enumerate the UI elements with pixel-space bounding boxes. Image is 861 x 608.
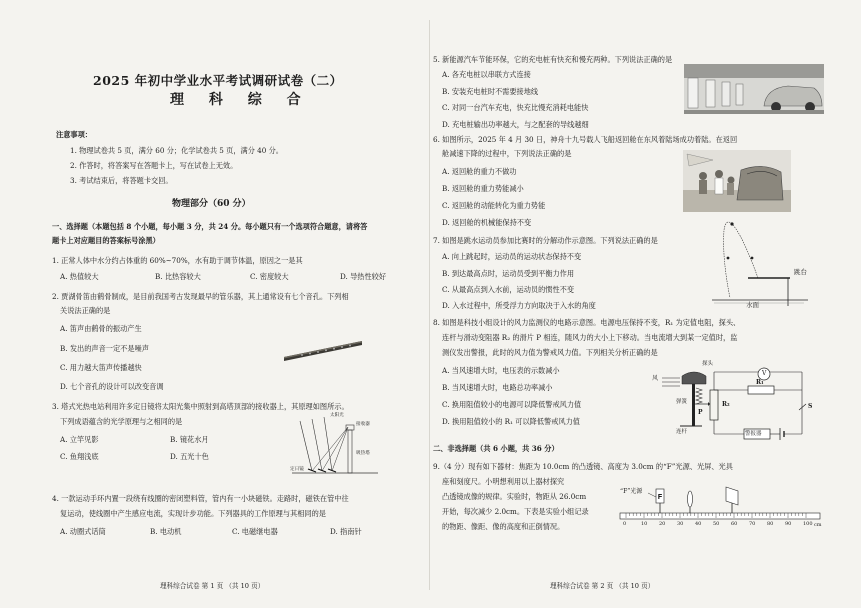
ruler-tick-label: 100 bbox=[803, 521, 813, 527]
question-6-option-c: C. 返回舱的动能转化为重力势能 bbox=[442, 201, 546, 210]
question-8-stem-cont2: 测仪发出警报，此时的风力值为警戒风力值。下列相关分析正确的是 bbox=[442, 348, 658, 357]
circuit-label-p: P bbox=[698, 409, 703, 416]
svg-text:F: F bbox=[657, 494, 663, 501]
question-2-option-d: D. 七个音孔的设计可以改变音调 bbox=[60, 382, 164, 391]
question-2-stem-cont: 关说法正确的是 bbox=[60, 306, 111, 315]
ruler-tick-label: 90 bbox=[785, 521, 792, 527]
ruler-tick-label: 40 bbox=[695, 521, 702, 527]
circuit-label-r1: R₁ bbox=[756, 379, 764, 386]
ruler-tick-label: 60 bbox=[731, 521, 738, 527]
question-1-stem: 1. 正常人体中水分约占体重的 60%~70%，水有助于调节体温，原因之一是其 bbox=[52, 256, 303, 265]
exam-subtitle: 理 科 综 合 bbox=[170, 92, 311, 108]
ruler-tick-label: 70 bbox=[749, 521, 756, 527]
diving-label-water: 水面 bbox=[746, 301, 759, 309]
diving-label-platform: 跳台 bbox=[794, 268, 807, 276]
circuit-label-spring: 弹簧 bbox=[676, 399, 688, 405]
question-5-option-a: A. 各充电桩以串联方式连接 bbox=[442, 70, 531, 79]
ruler-tick-label: 30 bbox=[677, 521, 684, 527]
question-3-stem: 3. 塔式光热电站利用许多定日镜将太阳光集中照射到高塔顶部的接收器上，其原理如图所示。 bbox=[52, 402, 349, 411]
question-9-line: 凸透镜成像的规律。实验时，物距从 26.0cm bbox=[442, 492, 587, 501]
question-8-option-d: D. 换用阻值较小的 R₁ 可以降低警戒风力值 bbox=[442, 417, 580, 426]
question-2-stem: 2. 贾湖骨笛由鹤骨制成，是目前我国考古发现最早的管乐器，其上通常设有七个音孔。下列相 bbox=[52, 292, 349, 301]
question-6-option-d: D. 返回舱的机械能保持不变 bbox=[442, 218, 532, 227]
question-3-option-b: B. 镜花水月 bbox=[170, 435, 209, 444]
circuit-label-rod: 连杆 bbox=[676, 429, 688, 435]
question-9-line: 9.（4 分）现有如下器材：焦距为 10.0cm 的凸透镜、高度为 3.0cm 的“F”光源、光屏、光具 bbox=[433, 462, 733, 471]
question-5-option-d: D. 充电桩输出功率越大，与之配套的导线越细 bbox=[442, 120, 589, 129]
question-1-option-a: A. 热值较大 bbox=[60, 272, 99, 281]
solar-fig-label-receiver: 接收器 bbox=[356, 422, 370, 427]
exam-page-right bbox=[430, 0, 861, 608]
circuit-label-alarm: 警报器 bbox=[745, 431, 762, 437]
solar-fig-label-tower: 吸热塔 bbox=[356, 451, 370, 456]
question-7-option-b: B. 到达最高点时，运动员受到平衡力作用 bbox=[442, 269, 575, 278]
question-8-option-c: C. 换用阻值较小的电源可以降低警戒风力值 bbox=[442, 400, 582, 409]
question-5-option-b: B. 安装充电桩时不需要接地线 bbox=[442, 87, 539, 96]
ruler-unit-label: cm bbox=[814, 522, 822, 528]
question-2-option-b: B. 发出的声音一定不是噪声 bbox=[60, 344, 149, 353]
question-3-option-c: C. 鱼翔浅底 bbox=[60, 452, 99, 461]
circuit-label-s: S bbox=[808, 403, 813, 410]
solar-tower-figure bbox=[290, 413, 380, 479]
wind-monitor-circuit bbox=[652, 360, 828, 446]
notice-item: 3. 考试结束后，将答题卡交回。 bbox=[70, 176, 173, 185]
circuit-label-probe: 探头 bbox=[702, 361, 714, 367]
question-4-option-d: D. 指南针 bbox=[330, 527, 362, 536]
question-5-stem: 5. 新能源汽车节能环保，它的充电桩有快充和慢充两种。下列说法正确的是 bbox=[433, 55, 673, 64]
question-2-option-a: A. 笛声由鹤骨的振动产生 bbox=[60, 324, 142, 333]
question-6-option-b: B. 返回舱的重力势能减小 bbox=[442, 184, 524, 193]
question-9-line: 座和刻度尺。小明想利用以上器材探究 bbox=[442, 477, 565, 486]
ruler-tick-label: 20 bbox=[659, 521, 666, 527]
question-9-line: 开始，每次减少 2.0cm。下表是实验小组记录 bbox=[442, 507, 589, 516]
ruler-tick-label: 50 bbox=[713, 521, 720, 527]
question-7-stem: 7. 如图是跳水运动员参加比赛时的分解动作示意图。下列说法正确的是 bbox=[433, 236, 658, 245]
question-7-option-c: C. 从最高点到入水前，运动员的惯性不变 bbox=[442, 285, 575, 294]
ruler-tick-label: 80 bbox=[767, 521, 774, 527]
charging-station-photo bbox=[684, 64, 824, 118]
question-1-option-d: D. 导热性较好 bbox=[340, 272, 387, 281]
reentry-capsule-photo bbox=[683, 150, 791, 216]
question-4-option-a: A. 动圈式话筒 bbox=[60, 527, 106, 536]
diving-diagram bbox=[708, 218, 818, 310]
circuit-label-r2: R₂ bbox=[722, 401, 730, 408]
section-one-title: 一、选择题（本题包括 8 个小题，每小题 3 分，共 24 分。每小题只有一个选项符合题意，请将答 bbox=[52, 222, 368, 231]
circuit-label-wind: 风 bbox=[652, 375, 659, 382]
question-1-option-b: B. 比热容较大 bbox=[155, 272, 201, 281]
question-7-option-d: D. 入水过程中，所受浮力方向取决于入水的角度 bbox=[442, 301, 596, 310]
question-4-option-c: C. 电磁继电器 bbox=[232, 527, 278, 536]
exam-page-left bbox=[0, 0, 430, 608]
optical-bench-label-f-source: “F”光源 bbox=[620, 488, 643, 495]
notice-item: 2. 作答时，将答案写在答题卡上，写在试卷上无效。 bbox=[70, 161, 238, 170]
question-7-option-a: A. 向上跳起时，运动员的运动状态保持不变 bbox=[442, 252, 582, 261]
section-two-title: 二、非选择题（共 6 小题，共 36 分） bbox=[433, 444, 559, 453]
optical-bench-figure bbox=[616, 483, 828, 533]
question-4-stem: 4. 一款运动手环内置一段绕有线圈的密闭塑料管，管内有一小块磁铁。走路时，磁铁在管中往 bbox=[52, 494, 349, 503]
question-8-option-a: A. 当风速增大时，电压表的示数减小 bbox=[442, 366, 560, 375]
bone-flute-figure bbox=[282, 333, 364, 371]
part-title: 物理部分（60 分） bbox=[172, 199, 251, 209]
question-6-stem: 6. 如图所示，2025 年 4 月 30 日，神舟十九号载人飞船返回舱在东风着陆场成功着陆。在返回 bbox=[433, 135, 738, 144]
ruler-tick-label: 0 bbox=[623, 521, 627, 527]
question-6-stem-cont: 舱减速下降的过程中，下列说法正确的是 bbox=[442, 149, 572, 158]
question-8-stem: 8. 如图是科技小组设计的风力监测仪的电路示意图。电源电压保持不变，R₁ 为定值电阻，探头、 bbox=[433, 318, 741, 327]
page-footer-left: 理科综合试卷 第 1 页 （共 10 页） bbox=[160, 582, 265, 590]
circuit-label-voltmeter: V bbox=[762, 370, 767, 377]
question-2-option-c: C. 用力越大笛声传播越快 bbox=[60, 363, 142, 372]
question-9-line: 的物距、像距、像的高度和正倒情况。 bbox=[442, 522, 565, 531]
question-4-option-b: B. 电动机 bbox=[150, 527, 182, 536]
question-8-option-b: B. 当风速增大时，电路总功率减小 bbox=[442, 383, 553, 392]
question-1-option-c: C. 密度较大 bbox=[250, 272, 289, 281]
question-3-stem-cont: 下列成语蕴含的光学原理与之相同的是 bbox=[60, 417, 183, 426]
question-3-option-a: A. 立竿见影 bbox=[60, 435, 99, 444]
question-4-stem-cont: 复运动，使线圈中产生感应电流，实现计步功能。下列器具的工作原理与其相同的是 bbox=[60, 509, 326, 518]
notice-title: 注意事项： bbox=[56, 130, 92, 139]
question-8-stem-cont: 连杆与滑动变阻器 R₂ 的滑片 P 相连，随风力的大小上下移动。当电流增大到某一定值时，监 bbox=[442, 333, 738, 342]
question-5-option-c: C. 对同一台汽车充电，快充比慢充消耗电能快 bbox=[442, 103, 589, 112]
solar-fig-label-sunlight: 太阳光 bbox=[330, 413, 344, 418]
question-6-option-a: A. 返回舱的重力不做功 bbox=[442, 167, 517, 176]
ruler-tick-label: 10 bbox=[641, 521, 648, 527]
exam-title: 2025 年初中学业水平考试调研试卷（二） bbox=[93, 73, 343, 88]
page-footer-right: 理科综合试卷 第 2 页 （共 10 页） bbox=[550, 582, 655, 590]
section-one-title-cont: 题卡上对应题目的答案标号涂黑） bbox=[52, 236, 160, 245]
question-3-option-d: D. 五光十色 bbox=[170, 452, 209, 461]
notice-item: 1. 物理试卷共 5 页，满分 60 分；化学试卷共 5 页，满分 40 分。 bbox=[70, 146, 283, 155]
solar-fig-label-heliostat: 定日镜 bbox=[290, 467, 304, 472]
